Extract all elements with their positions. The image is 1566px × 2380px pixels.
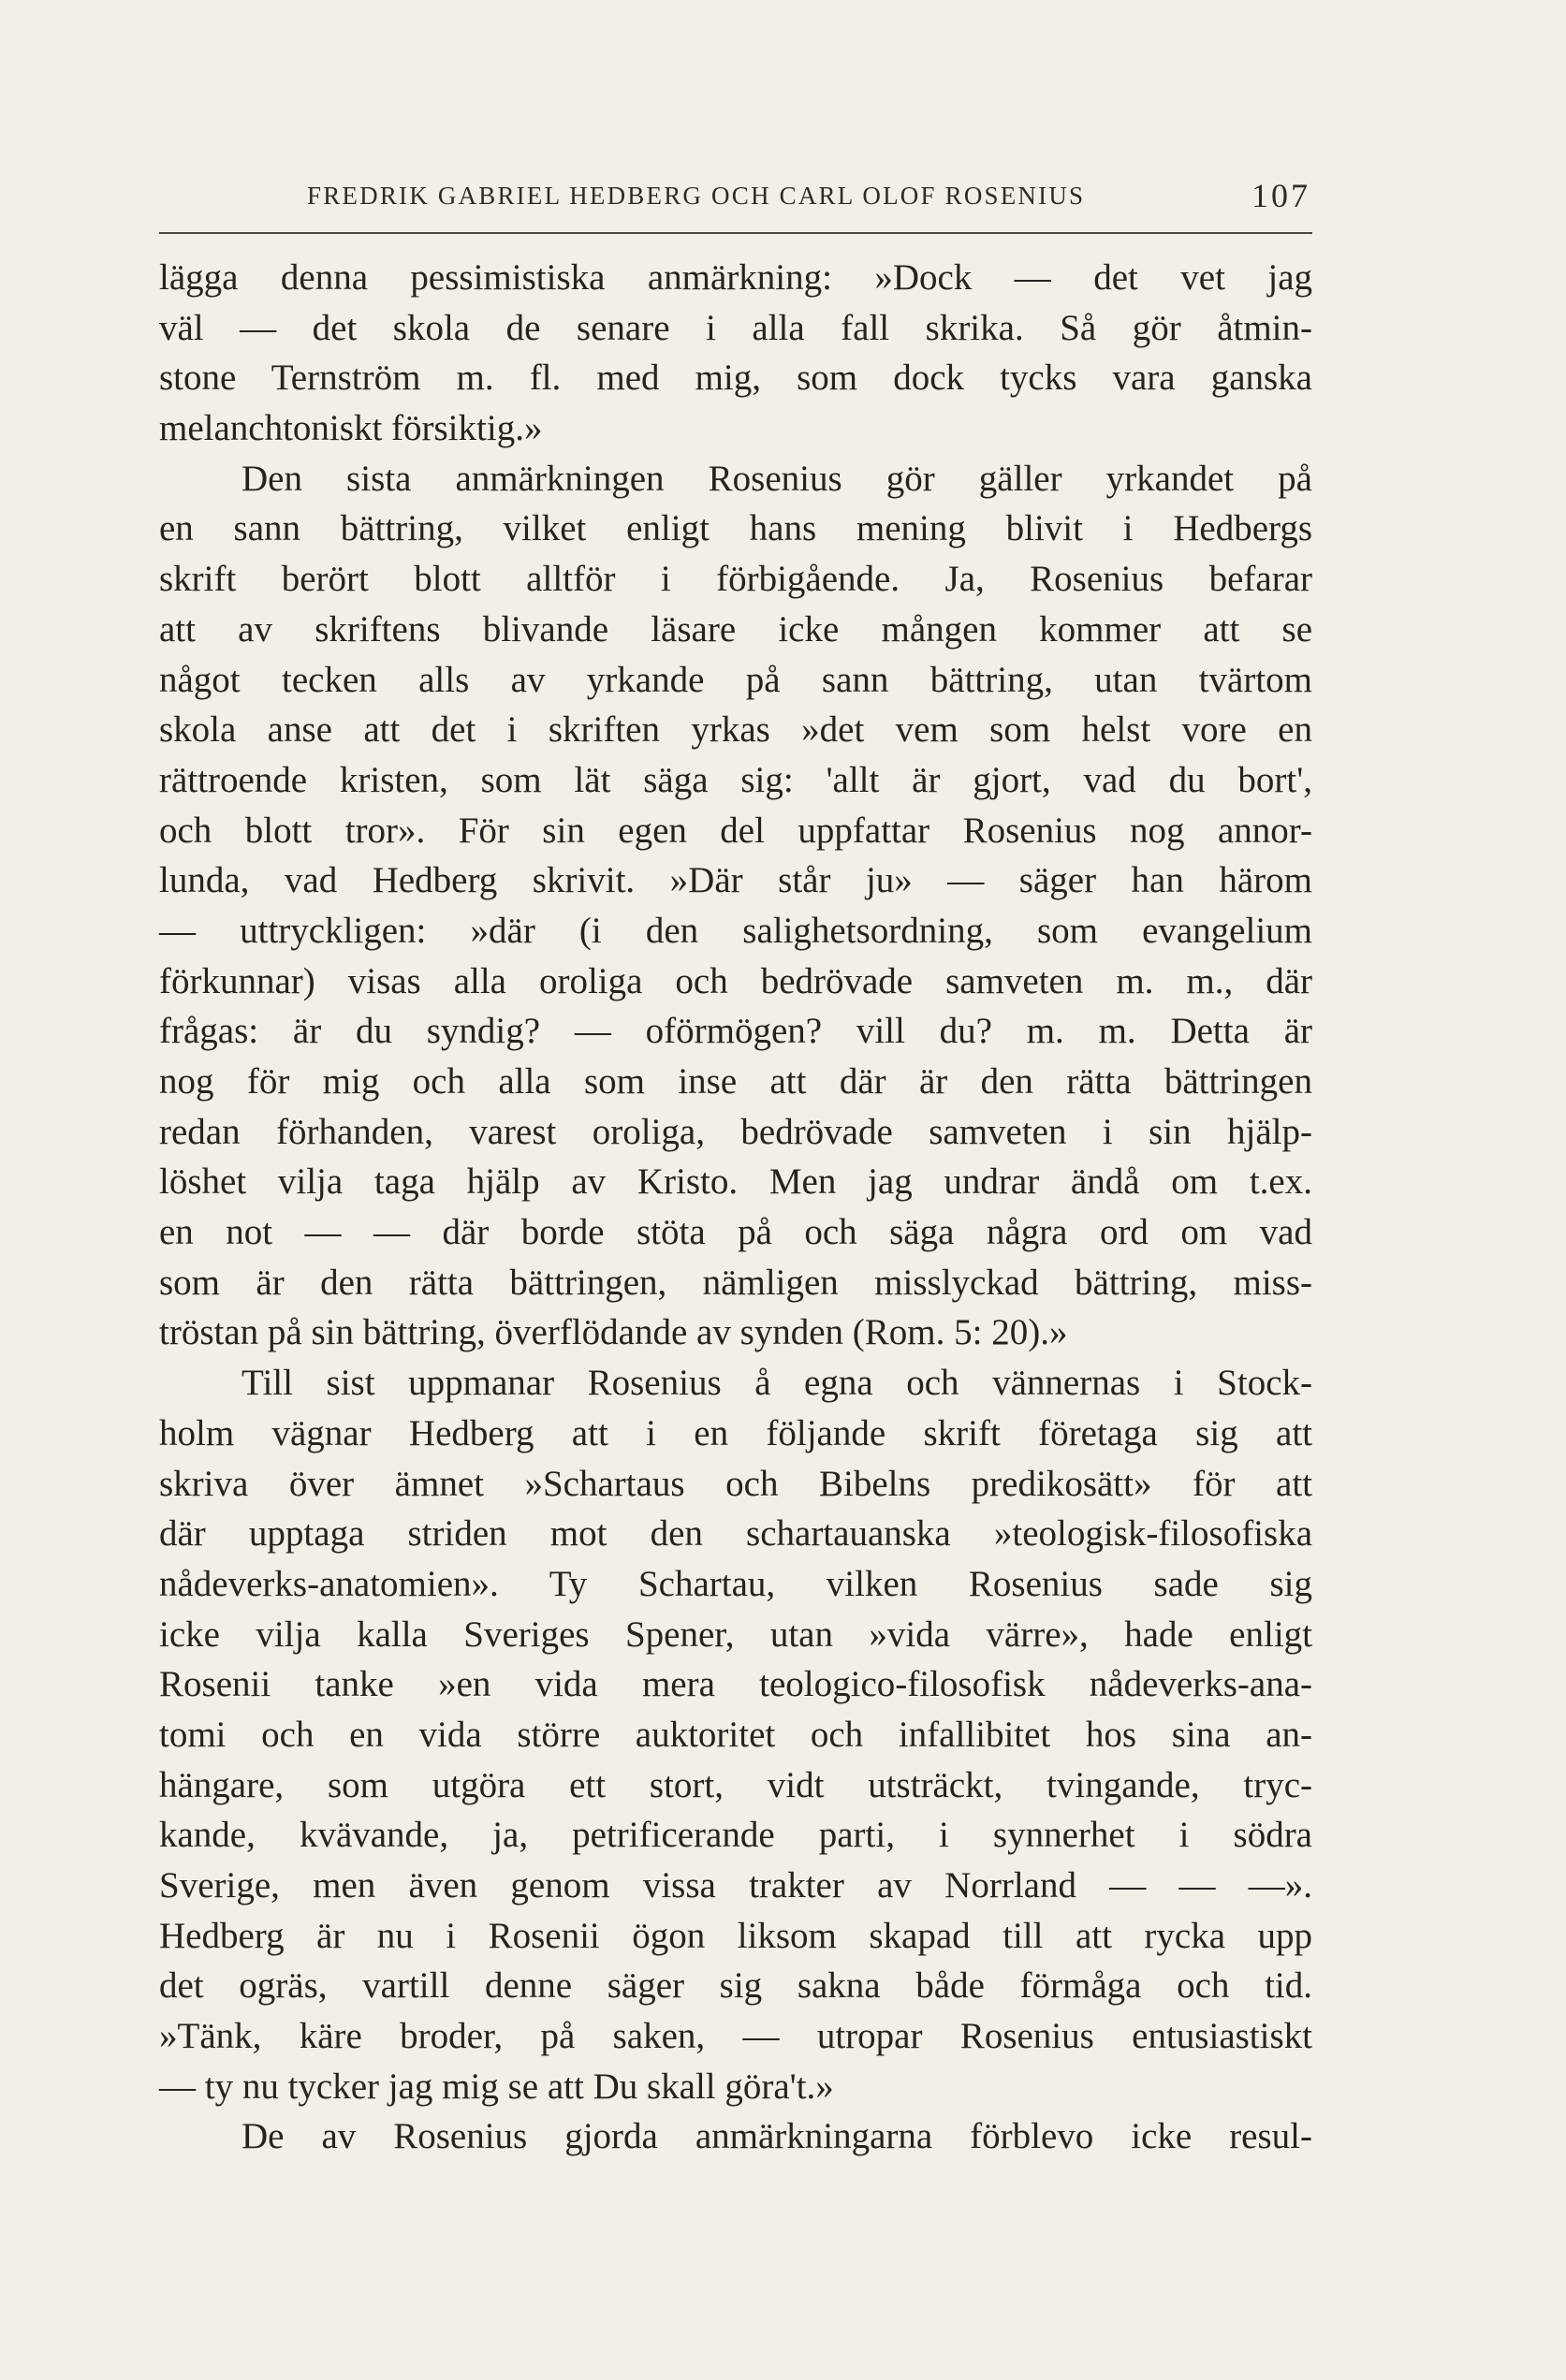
text-line: redan förhanden, varest oroliga, bedrövade samveten i sin hjälp-: [159, 1111, 1312, 1152]
text-line: icke vilja kalla Sveriges Spener, utan »vida värre», hade enligt: [159, 1613, 1312, 1655]
text-line: De av Rosenius gjorda anmärkningarna förblevo icke resul-: [241, 2116, 1312, 2157]
text-line: hängare, som utgöra ett stort, vidt utsträckt, tvingande, tryc-: [159, 1764, 1312, 1805]
text-line: nog för mig och alla som inse att där är den rätta bättringen: [159, 1061, 1312, 1102]
text-line: melanchtoniskt försiktig.»: [159, 408, 543, 449]
page-number: 107: [1251, 177, 1310, 214]
body-text: [159, 253, 1312, 2162]
text-line: Rosenii tanke »en vida mera teologico-filosofisk nådeverks-ana-: [159, 1664, 1312, 1705]
text-line: rättroende kristen, som lät säga sig: 'allt är gjort, vad du bort',: [159, 759, 1312, 800]
text-line: Sverige, men även genom vissa trakter av Norrland — — —».: [159, 1865, 1312, 1905]
text-line: lunda, vad Hedberg skrivit. »Där står ju» — säger han härom: [159, 860, 1312, 901]
text-line: lägga denna pessimistiska anmärkning: »Dock — det vet jag: [159, 257, 1312, 298]
text-line: stone Ternström m. fl. med mig, som dock tycks vara ganska: [159, 358, 1312, 399]
text-line: tomi och en vida större auktoritet och infallibitet hos sina an-: [159, 1714, 1312, 1755]
text-line: som är den rätta bättringen, nämligen misslyckad bättring, miss-: [159, 1262, 1312, 1303]
text-line: skrift berört blott alltför i förbigående. Ja, Rosenius befarar: [159, 559, 1312, 600]
text-line: en sann bättring, vilket enligt hans mening blivit i Hedbergs: [159, 508, 1312, 549]
text-line: — ty nu tycker jag mig se att Du skall göra't.»: [159, 2066, 834, 2107]
text-line: där upptaga striden mot den schartauanska »teologisk-filosofiska: [159, 1513, 1312, 1555]
text-line: kande, kvävande, ja, petrificerande parti, i synnerhet i södra: [159, 1815, 1312, 1856]
text-line: »Tänk, käre broder, på saken, — utropar Rosenius entusiastiskt: [159, 2016, 1312, 2057]
running-head: FREDRIK GABRIEL HEDBERG OCH CARL OLOF ROSENIUS: [307, 182, 1086, 210]
text-line: nådeverks-anatomien». Ty Schartau, vilken Rosenius sade sig: [159, 1563, 1312, 1604]
text-line: skriva över ämnet »Schartaus och Bibelns predikosätt» för att: [159, 1463, 1312, 1504]
text-line: väl — det skola de senare i alla fall skrika. Så gör åtmin-: [159, 307, 1312, 348]
text-line: Den sista anmärkningen Rosenius gör gäller yrkandet på: [241, 458, 1312, 499]
text-line: — uttryckligen: »där (i den salighetsordning, som evangelium: [159, 910, 1312, 951]
text-line: att av skriftens blivande läsare icke mången kommer att se: [159, 608, 1312, 650]
text-line: och blott tror». För sin egen del uppfattar Rosenius nog annor-: [159, 810, 1312, 851]
text-line: löshet vilja taga hjälp av Kristo. Men jag undrar ändå om t.ex.: [159, 1161, 1312, 1203]
text-line: Till sist uppmanar Rosenius å egna och vännernas i Stock-: [241, 1363, 1312, 1404]
text-line: skola anse att det i skriften yrkas »det vem som helst vore en: [159, 709, 1312, 751]
text-line: något tecken alls av yrkande på sann bättring, utan tvärtom: [159, 659, 1312, 700]
text-line: en not — — där borde stöta på och säga några ord om vad: [159, 1212, 1312, 1253]
page-header: [159, 176, 1312, 234]
text-line: Hedberg är nu i Rosenii ögon liksom skapad till att rycka upp: [159, 1915, 1312, 1956]
text-line: frågas: är du syndig? — oförmögen? vill du? m. m. Detta är: [159, 1011, 1312, 1052]
text-line: det ogräs, vartill denne säger sig sakna både förmåga och tid.: [159, 1965, 1312, 2007]
text-line: förkunnar) visas alla oroliga och bedrövade samveten m. m., där: [159, 960, 1312, 1001]
text-line: tröstan på sin bättring, överflödande av synden (Rom. 5: 20).»: [159, 1312, 1068, 1353]
text-line: holm vägnar Hedberg att i en följande skrift företaga sig att: [159, 1412, 1312, 1453]
